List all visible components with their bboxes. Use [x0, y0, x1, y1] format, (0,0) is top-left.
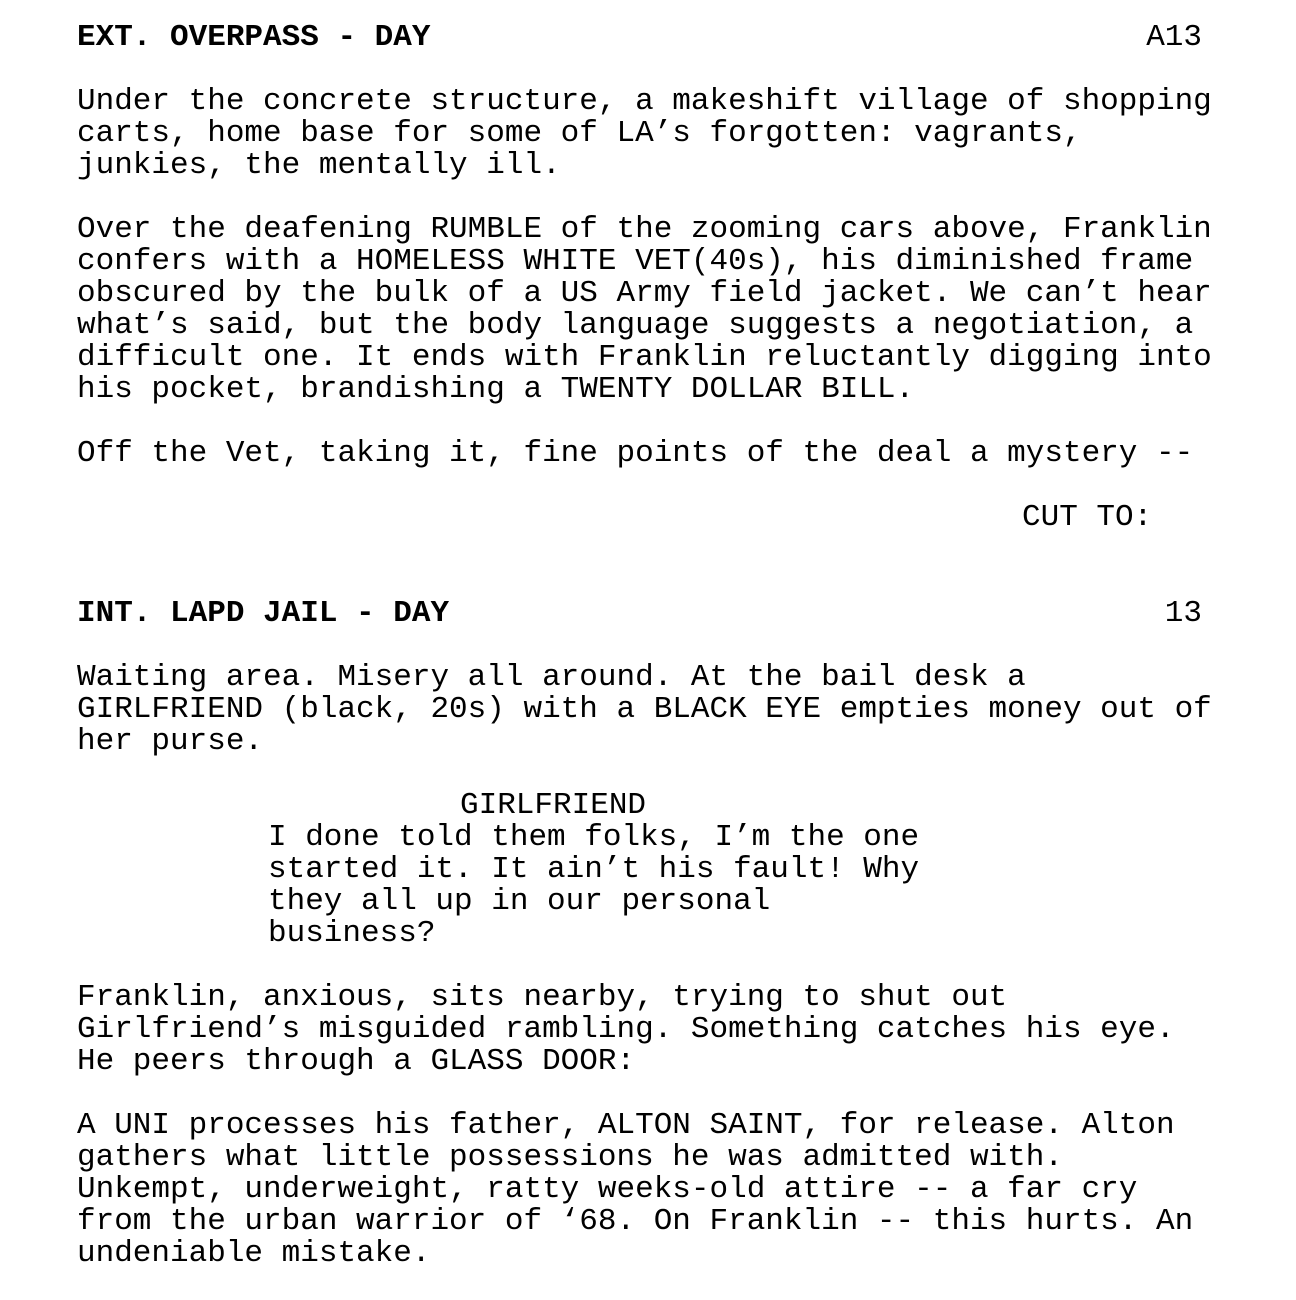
action-line: Unkempt, underweight, ratty weeks-old attire -- a far cry	[77, 1172, 1138, 1207]
dialogue-line: I done told them folks, I’m the one	[268, 820, 920, 855]
action-line: He peers through a GLASS DOOR:	[77, 1044, 636, 1079]
action-line: obscured by the bulk of a US Army field jacket. We can’t hear	[77, 276, 1212, 311]
dialogue-girlfriend	[268, 822, 968, 950]
scene-heading-lapd-jail: INT. LAPD JAIL - DAY	[77, 596, 450, 631]
action-line: Waiting area. Misery all around. At the bail desk a	[77, 660, 1026, 695]
action-line: Under the concrete structure, a makeshift village of shopping	[77, 84, 1212, 119]
action-line: Franklin, anxious, sits nearby, trying to shut out	[77, 980, 1008, 1015]
action-paragraph-jail-3	[77, 1110, 1237, 1270]
action-paragraph-overpass-1	[77, 86, 1237, 182]
action-line: his pocket, brandishing a TWENTY DOLLAR BILL.	[77, 372, 915, 407]
scene-heading-overpass: EXT. OVERPASS - DAY	[77, 20, 431, 55]
action-line: A UNI processes his father, ALTON SAINT, for release. Alton	[77, 1108, 1175, 1143]
action-paragraph-overpass-3	[77, 438, 1237, 470]
action-line: junkies, the mentally ill.	[77, 148, 561, 183]
action-line: carts, home base for some of LA’s forgotten: vagrants,	[77, 116, 1082, 151]
scene-number-13: 13	[1164, 596, 1202, 631]
character-cue-girlfriend: GIRLFRIEND	[460, 788, 647, 823]
action-line: Girlfriend’s misguided rambling. Something catches his eye.	[77, 1012, 1175, 1047]
action-line: her purse.	[77, 724, 264, 759]
action-line: undeniable mistake.	[77, 1236, 431, 1271]
action-line: GIRLFRIEND (black, 20s) with a BLACK EYE empties money out of	[77, 692, 1212, 727]
action-line: what’s said, but the body language suggests a negotiation, a	[77, 308, 1194, 343]
action-paragraph-overpass-2	[77, 214, 1237, 406]
action-line: Over the deafening RUMBLE of the zooming cars above, Franklin	[77, 212, 1212, 247]
action-paragraph-jail-1	[77, 662, 1237, 758]
action-paragraph-jail-2	[77, 982, 1237, 1078]
action-line: difficult one. It ends with Franklin reluctantly digging into	[77, 340, 1212, 375]
dialogue-line: they all up in our personal	[268, 884, 771, 919]
action-line: gathers what little possessions he was admitted with.	[77, 1140, 1063, 1175]
dialogue-line: business?	[268, 916, 436, 951]
transition-cut-to: CUT TO:	[1022, 500, 1153, 535]
action-line: from the urban warrior of ‘68. On Franklin -- this hurts. An	[77, 1204, 1194, 1239]
action-line: confers with a HOMELESS WHITE VET(40s), his diminished frame	[77, 244, 1194, 279]
scene-number-a13: A13	[1146, 20, 1202, 55]
action-line: Off the Vet, taking it, fine points of the deal a mystery --	[77, 436, 1194, 471]
dialogue-line: started it. It ain’t his fault! Why	[268, 852, 920, 887]
